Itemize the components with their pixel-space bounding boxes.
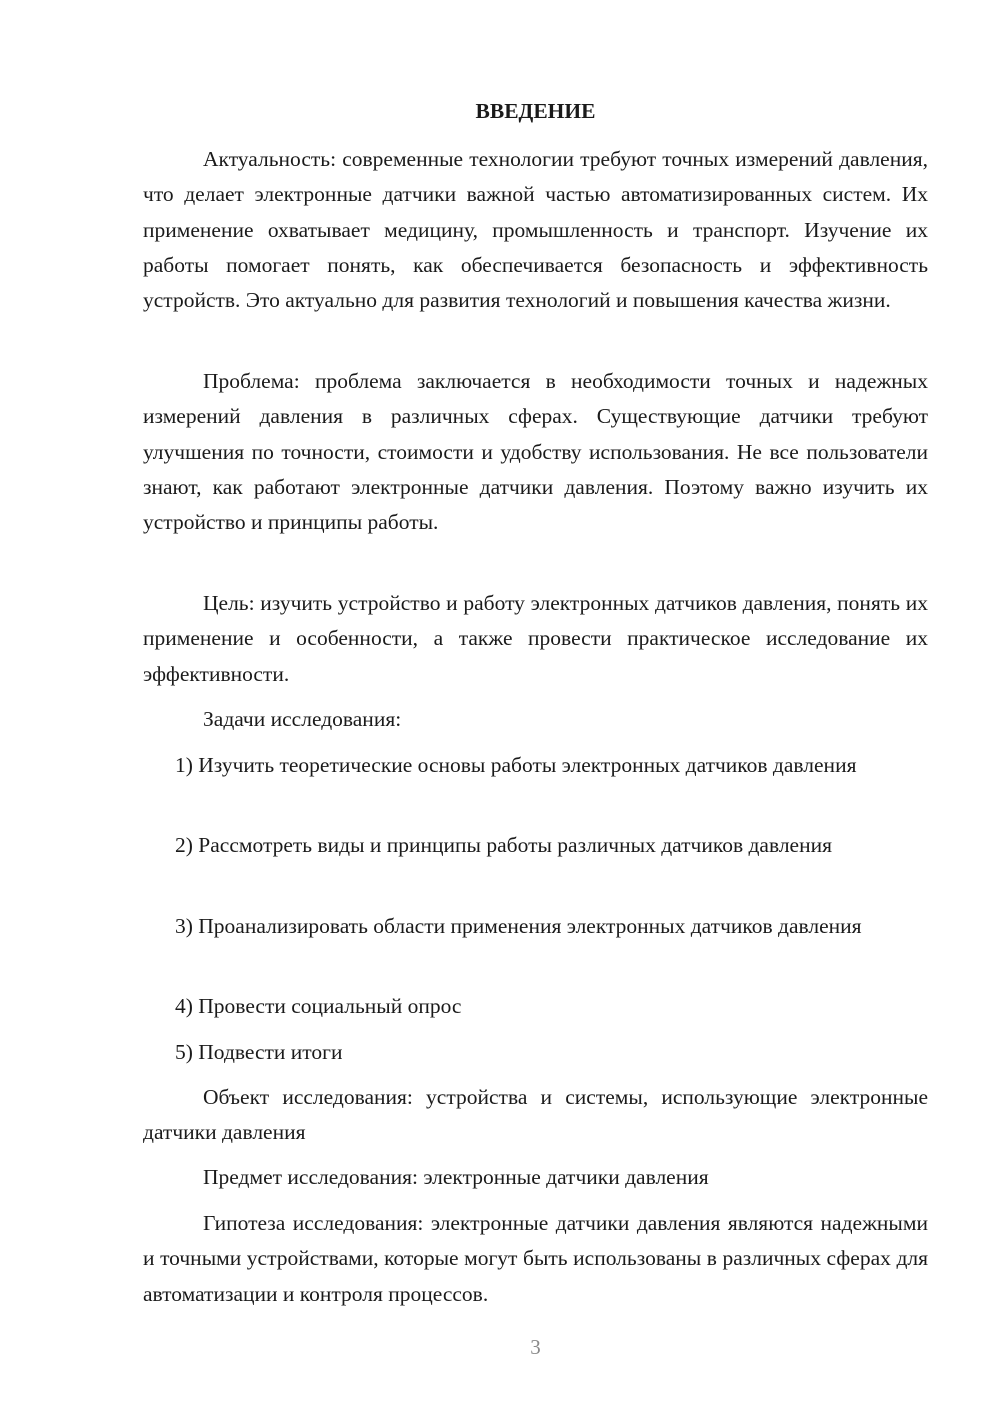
page-title: ВВЕДЕНИЕ (475, 99, 596, 123)
relevance-paragraph: Актуальность: современные технологии требуют точных измерений давления, что делает электронные датчики важной частью автоматизированных систем. Их применение охватывает медицину, промышленность и транспорт. Изучение их работы помогает понять, как обеспечивается безопасность и эффективность устройств. Это актуально для развития технологий и повышения качества жизни. (143, 147, 928, 313)
task-item: 5) Подвести итоги (175, 1040, 343, 1064)
page-number: 3 (530, 1335, 541, 1359)
tasks-heading: Задачи исследования: (203, 707, 402, 731)
task-item: 3) Проанализировать области применения электронных датчиков давления (175, 914, 862, 938)
goal-paragraph: Цель: изучить устройство и работу электронных датчиков давления, понять их применение и особенности, а также провести практическое исследование их эффективности. (143, 591, 928, 686)
task-item: 4) Провести социальный опрос (175, 994, 462, 1018)
object-paragraph: Объект исследования: устройства и системы, использующие электронные датчики давления (143, 1085, 928, 1145)
problem-paragraph: Проблема: проблема заключается в необходимости точных и надежных измерений давления в различных сферах. Существующие датчики требуют улучшения по точности, стоимости и удобству использования. Не все пользователи знают, как работают электронные датчики давления. Поэтому важно изучить их устройство и принципы работы. (143, 369, 928, 535)
task-item: 2) Рассмотреть виды и принципы работы различных датчиков давления (175, 833, 832, 857)
hypothesis-paragraph: Гипотеза исследования: электронные датчики давления являются надежными и точными устройствами, которые могут быть использованы в различных сферах для автоматизации и контроля процессов. (143, 1211, 928, 1306)
subject-paragraph: Предмет исследования: электронные датчики давления (203, 1165, 709, 1189)
task-item: 1) Изучить теоретические основы работы электронных датчиков давления (175, 753, 857, 777)
